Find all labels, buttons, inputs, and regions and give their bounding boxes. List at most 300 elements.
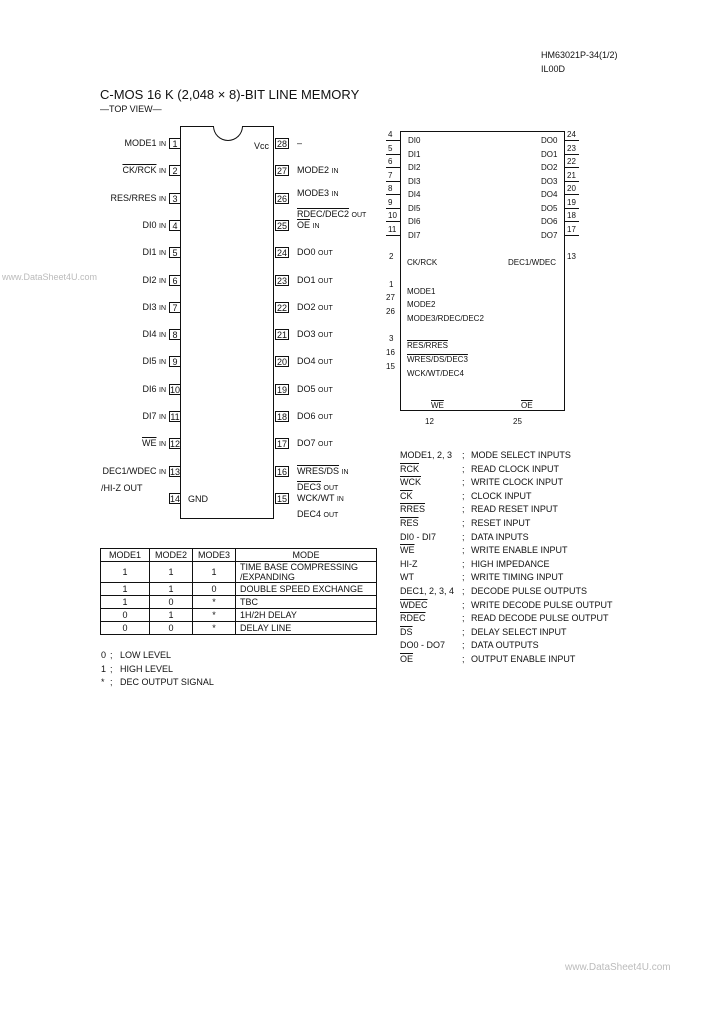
pin-desc-name (400, 491, 413, 501)
pin-name: DO3 (297, 329, 316, 340)
block-wres-num: 16 (386, 348, 395, 357)
pin-desc-sep: ; (462, 531, 465, 542)
pin-name: $\overline{OE}$ (297, 219, 311, 230)
pin-number: 6 (169, 275, 181, 286)
pin-dir: IN (159, 414, 166, 421)
block-pin-label: DO5 (541, 203, 558, 213)
pin-desc-sep: ; (462, 572, 465, 583)
mode-table-cell: 1 (101, 562, 150, 583)
dec4-text: DEC4 (297, 509, 322, 519)
pin-desc-sep: ; (462, 599, 465, 610)
pin-dir: OUT (318, 277, 333, 285)
block-pin-line (386, 181, 400, 182)
block-pin-number: 5 (388, 143, 393, 153)
rdec-label (297, 209, 366, 219)
block-pin-number: 17 (567, 224, 576, 234)
mode-table-cell: 1 (101, 583, 150, 596)
pin-desc-text: DECODE PULSE OUTPUTS (471, 586, 588, 596)
mode-table-cell: TBC (236, 596, 377, 609)
mode-table-row (101, 609, 377, 622)
block-wck: WCK/WT/DEC4 (407, 369, 464, 378)
pin-number: 10 (170, 384, 181, 395)
pin-dir: OUT (318, 414, 333, 421)
block-mode1: MODE1 (407, 287, 436, 296)
pin-name: DI3 (142, 301, 157, 312)
pin-name: DO4 (297, 356, 316, 367)
dec3-label (297, 482, 338, 492)
block-pin-label: DO1 (541, 149, 558, 159)
legend-sep: ; (110, 650, 113, 660)
pin-desc-name (400, 600, 428, 610)
rdec-text: RDEC/DEC2 (297, 209, 350, 219)
pin-label (142, 329, 166, 339)
pin-name: DO7 (297, 438, 316, 449)
pin-name: DI0 (142, 219, 157, 230)
pin-number: 23 (276, 275, 287, 286)
mode-table-row (101, 562, 377, 583)
pin-desc-name (400, 464, 419, 474)
pin-number: 2 (169, 165, 181, 176)
pin-desc-name (400, 477, 421, 487)
block-pin-line (565, 194, 579, 195)
pin-number: 17 (276, 439, 287, 450)
pin-desc-name (400, 613, 426, 623)
block-pin-number: 24 (567, 130, 576, 139)
vcc-label: Vcc (254, 141, 270, 151)
mode-table-cell: 1 (150, 562, 193, 583)
pin-name: WCK/WT (297, 492, 335, 503)
block-pin-number: 10 (388, 211, 397, 220)
mode-table-header-cell: MODE2 (150, 549, 193, 562)
pin-dir: IN (159, 332, 166, 340)
pin-label (142, 275, 166, 285)
pin-label (297, 356, 333, 366)
pin-name: DEC1/WDEC (102, 465, 157, 476)
pin-number: 21 (276, 330, 287, 341)
dec4-dir: OUT (323, 512, 339, 519)
page-title: C-MOS 16 K (2,048 × 8)-BIT LINE MEMORY (100, 87, 360, 102)
pin-desc-name (400, 532, 436, 542)
pin-number: 4 (169, 220, 181, 231)
pin-number: 13 (170, 466, 181, 477)
block-pin-number: 19 (567, 197, 576, 207)
block-mode3: MODE3/RDEC/DEC2 (407, 314, 484, 323)
block-pin-label: DI6 (408, 217, 421, 226)
pin-desc-text: HIGH IMPEDANCE (471, 558, 550, 569)
pin-desc-sep: ; (462, 626, 465, 637)
pin-dir: IN (331, 168, 339, 176)
block-pin-label: DI4 (408, 190, 421, 199)
block-pin-line (565, 154, 579, 155)
pin-label (142, 247, 166, 257)
pin-label-hiz: /HI-Z OUT (101, 483, 143, 493)
pin-label (110, 193, 166, 203)
pin-desc-name-text: $\overline{OE}$ (400, 654, 414, 664)
block-mode1-num: 1 (389, 280, 394, 289)
pin-dir: OUT (318, 304, 333, 312)
pin-dir: IN (159, 141, 166, 148)
legend-text: HIGH LEVEL (120, 663, 174, 674)
pin-desc-name-text: HI-Z (400, 558, 418, 569)
block-pin-label: DI5 (408, 203, 421, 213)
pin-name: DO2 (297, 301, 316, 312)
pin-desc-name (400, 627, 413, 637)
pin-number: 14 (170, 493, 181, 504)
pin-number: 22 (276, 302, 287, 313)
ic-top-edge-right (243, 126, 274, 127)
pin-dir: IN (159, 386, 166, 394)
block-pin-label: DI2 (408, 163, 421, 172)
block-pin-label: DO3 (541, 176, 558, 186)
pin-name: DO5 (297, 383, 316, 394)
pin-desc-name-text: WT (400, 572, 414, 583)
block-we-num: 12 (425, 417, 434, 426)
pin-number: 3 (169, 193, 181, 204)
block-pin-label: DO6 (541, 217, 558, 226)
pin-label (142, 356, 166, 366)
pin-dir: IN (159, 359, 166, 367)
block-pin-number: 4 (388, 130, 393, 139)
pin-desc-text: DELAY SELECT INPUT (471, 626, 567, 637)
pin-desc-sep: ; (462, 518, 465, 528)
pin-label (142, 302, 166, 312)
legend-symbol: * (101, 677, 105, 687)
mode-table-cell: 1 (150, 609, 193, 622)
pin-dir: OUT (318, 359, 333, 367)
pin-name: MODE1 (124, 138, 157, 148)
pin-name: DO1 (297, 274, 316, 285)
pin-label (297, 247, 333, 257)
block-pin-line (386, 235, 400, 236)
block-mode2-num: 27 (386, 293, 395, 302)
pin-desc-name-text: $\overline{RES}$ (400, 518, 419, 528)
pin-dir: IN (159, 250, 166, 258)
mode-table-cell: 0 (150, 622, 193, 635)
block-dec: DEC1/WDEC (508, 258, 557, 267)
pin-name: MODE3 (297, 187, 330, 198)
pin-desc-name (400, 586, 454, 596)
pin-name: DI1 (142, 247, 157, 258)
pin-desc-name-text: DEC1, 2, 3, 4 (400, 586, 455, 596)
block-res-text: RES/RRES (407, 341, 448, 350)
pin-label (122, 165, 166, 175)
block-pin-line (386, 221, 400, 222)
pin-desc-sep: ; (462, 504, 465, 515)
pin-number: 7 (169, 302, 181, 313)
pin-desc-name (400, 572, 414, 582)
pin-desc-text: WRITE ENABLE INPUT (471, 545, 568, 556)
block-pin-label: DO2 (541, 163, 558, 172)
block-we-text: $\overline{WE}$ (431, 401, 444, 410)
pin-desc-name (400, 450, 452, 460)
block-pin-number: 22 (567, 157, 576, 166)
pin-label (142, 384, 166, 394)
block-pin-number: 18 (567, 211, 576, 220)
block-pin-label: DO0 (541, 136, 558, 145)
mode-table-cell: 0 (193, 583, 236, 596)
pin-name: $\overline{WE}$ (141, 438, 157, 449)
block-oe-num: 25 (513, 417, 522, 426)
pin-name: DO6 (297, 411, 316, 421)
pin-desc-name-text: DO0 - DO7 (400, 640, 446, 651)
dec3-text: DEC3 (297, 482, 322, 492)
mode-table-cell: DOUBLE SPEED EXCHANGE (236, 583, 377, 596)
mode-table-cell: 1H/2H DELAY (236, 609, 377, 622)
pin-label (297, 220, 320, 230)
pin-number: 5 (169, 247, 181, 258)
pin-desc-sep: ; (462, 613, 465, 624)
block-ck-text: CK/RCK (407, 258, 438, 267)
pin-name: DI7 (142, 411, 157, 421)
block-pin-line (386, 194, 400, 195)
mode-table-cell: * (193, 609, 236, 622)
pin-desc-name-text: $\overline{DS}$ (400, 626, 413, 637)
block-mode3-num: 26 (386, 307, 395, 316)
mode-table-header-cell: MODE (236, 549, 377, 562)
pin-desc-name-text: $\overline{WCK}$ (400, 477, 421, 488)
mode-table-cell: TIME BASE COMPRESSING /EXPANDING (236, 562, 377, 583)
block-pin-line (565, 167, 579, 168)
pin-number: 25 (276, 220, 287, 231)
pin-desc-name (400, 518, 419, 528)
pin-desc-text: READ CLOCK INPUT (471, 463, 560, 474)
pin-desc-sep: ; (462, 654, 465, 664)
block-pin-label: DI0 (408, 136, 421, 145)
block-pin-line (565, 235, 579, 236)
block-pin-line (386, 154, 400, 155)
watermark-left: www.DataSheet4U.com (2, 272, 98, 282)
block-pin-label: DO7 (541, 230, 558, 240)
block-dec-num: 13 (567, 252, 576, 261)
block-wres (407, 355, 468, 364)
pin-name: DO0 (297, 247, 316, 258)
block-pin-line (565, 221, 579, 222)
pin-number: 19 (276, 384, 287, 395)
block-pin-label: DI1 (408, 149, 421, 159)
dec3-dir: OUT (323, 485, 339, 492)
pin-label (297, 466, 349, 476)
pin-name: DI5 (142, 356, 157, 367)
block-pin-number: 11 (388, 224, 397, 234)
mode-table-header (101, 549, 377, 562)
pin-desc-text: DATA OUTPUTS (471, 640, 539, 651)
pin-label (297, 384, 333, 394)
gnd-label: GND (188, 494, 208, 504)
block-mode2: MODE2 (407, 300, 436, 309)
pin-dir: IN (159, 222, 166, 230)
pin-label: – (297, 138, 303, 148)
block-res (407, 341, 448, 350)
block-pin-line (386, 208, 400, 209)
block-pin-number: 7 (388, 170, 393, 180)
block-wck-num: 15 (386, 362, 395, 371)
mode-table-cell: 0 (101, 622, 150, 635)
pin-number: 16 (276, 466, 287, 477)
ic-body (180, 126, 274, 519)
legend-symbol: 1 (101, 663, 107, 674)
pin-label (142, 438, 166, 448)
pin-dir: IN (159, 304, 166, 312)
pin-desc-name (400, 640, 445, 650)
pin-label (297, 411, 333, 421)
block-pin-line (386, 167, 400, 168)
pin-label (102, 466, 166, 476)
mode-table-cell: 1 (101, 596, 150, 609)
pin-number: 18 (276, 412, 287, 422)
pin-dir: IN (331, 190, 339, 198)
mode-table-header-cell: MODE1 (101, 549, 150, 562)
ic-top-edge-left (180, 126, 213, 127)
legend-sep: ; (110, 677, 113, 687)
pin-desc-name-text: WDEC (400, 599, 428, 610)
pin-desc-text: OUTPUT ENABLE INPUT (471, 654, 576, 664)
pin-desc-name (400, 654, 413, 664)
pin-label (297, 493, 344, 503)
block-oe-text: $\overline{OE}$ (521, 401, 533, 410)
dec4-label (297, 509, 338, 519)
pin-name: DI4 (142, 329, 157, 340)
mode-table-header-cell: MODE3 (193, 549, 236, 562)
pin-number: 27 (276, 166, 287, 177)
pin-label (124, 138, 166, 148)
mode-table-cell: 0 (101, 609, 150, 622)
block-oe (521, 401, 533, 410)
mode-table (100, 548, 377, 635)
block-pin-number: 6 (388, 157, 393, 166)
pin-number: 20 (276, 357, 287, 368)
pin-dir: IN (159, 441, 166, 449)
pin-number: 1 (169, 138, 181, 149)
doc-code: IL00D (541, 64, 566, 74)
pin-label (142, 220, 166, 230)
pin-dir: IN (159, 468, 166, 476)
pin-number: 8 (169, 329, 181, 340)
pin-dir: IN (159, 168, 166, 176)
pin-dir: IN (341, 468, 349, 476)
pin-desc-name-text: $\overline{RCK}$ (400, 463, 420, 474)
pin-name: MODE2 (297, 165, 330, 176)
pin-number: 15 (276, 493, 287, 504)
pin-name: RES/RRES (110, 192, 157, 203)
pin-label (142, 411, 166, 421)
pin-name: DI2 (142, 274, 157, 285)
legend-sep: ; (110, 663, 113, 674)
block-res-num: 3 (389, 334, 394, 343)
block-pin-label: DI7 (408, 230, 421, 240)
pin-desc-sep: ; (462, 558, 465, 569)
pin-desc-sep: ; (462, 463, 465, 474)
mode-table-cell: * (193, 596, 236, 609)
block-wres-text: WRES/DS/DEC3 (407, 355, 468, 364)
block-pin-number: 21 (567, 170, 576, 180)
block-pin-label: DI3 (408, 176, 421, 186)
block-pin-number: 8 (388, 184, 393, 193)
legend-text: DEC OUTPUT SIGNAL (120, 677, 214, 687)
pin-desc-name-text: MODE1, 2, 3 (400, 450, 453, 460)
legend-text: LOW LEVEL (120, 650, 172, 660)
mode-table-row (101, 583, 377, 596)
pin-dir: IN (312, 222, 320, 230)
pin-dir: IN (336, 495, 344, 503)
pin-label (297, 188, 339, 198)
block-pin-number: 23 (567, 143, 576, 153)
pin-number: 11 (170, 412, 180, 422)
pin-desc-sep: ; (462, 490, 465, 501)
rdec-dir: OUT (351, 212, 367, 219)
pin-number: 12 (170, 439, 181, 450)
block-pin-label: DO4 (541, 190, 558, 199)
mode-table-row (101, 622, 377, 635)
watermark-bottom: www.DataSheet4U.com (565, 962, 671, 973)
block-ck (407, 258, 437, 267)
pin-desc-text: WRITE CLOCK INPUT (471, 477, 564, 488)
mode-table-cell: 1 (150, 583, 193, 596)
pin-dir: IN (159, 195, 166, 203)
pin-dir: OUT (318, 250, 333, 258)
block-pin-line (565, 181, 579, 182)
pin-desc-name-text: $\overline{CK}$ (400, 490, 413, 501)
pin-desc-name-text: $\overline{WE}$ (400, 545, 415, 556)
part-number: HM63021P-34(1/2) (541, 50, 618, 60)
pin-desc-sep: ; (462, 586, 465, 596)
pin-desc-sep: ; (462, 545, 465, 556)
block-pin-number: 20 (567, 184, 576, 193)
pin-desc-sep: ; (462, 640, 465, 651)
pin-dir: OUT (318, 332, 333, 340)
mode-table-cell: DELAY LINE (236, 622, 377, 635)
pin-desc-sep: ; (462, 477, 465, 488)
pin-desc-name (400, 545, 415, 555)
pin-label (297, 165, 339, 175)
pin-label (297, 275, 333, 285)
mode-table-cell: 0 (150, 596, 193, 609)
pin-desc-name (400, 504, 425, 514)
pin-number: 26 (276, 193, 287, 204)
pin-desc-sep: ; (462, 450, 465, 460)
mode-table-cell: * (193, 622, 236, 635)
block-pin-line (565, 140, 579, 141)
pin-desc-name-text: RRES (400, 504, 426, 515)
pin-label (297, 329, 333, 339)
pin-name: CK/RCK (122, 165, 157, 176)
top-view-label: —TOP VIEW— (100, 104, 162, 114)
block-pin-number: 9 (388, 197, 393, 207)
legend-symbol: 0 (101, 650, 107, 660)
pin-desc-text: MODE SELECT INPUTS (471, 450, 571, 460)
mode-table-cell: 1 (193, 562, 236, 583)
pin-name: DI6 (142, 383, 157, 394)
pin-desc-text: READ DECODE PULSE OUTPUT (471, 613, 609, 624)
pin-name: WRES/DS (297, 465, 340, 476)
block-pin-line (565, 208, 579, 209)
pin-desc-text: READ RESET INPUT (471, 504, 558, 515)
pin-desc-name (400, 559, 418, 569)
pin-dir: OUT (318, 441, 333, 449)
pin-desc-text: DATA INPUTS (471, 531, 529, 542)
pin-number: 28 (276, 139, 287, 149)
block-ck-num: 2 (389, 252, 394, 261)
pin-dir: IN (159, 277, 166, 285)
pin-label (297, 302, 333, 312)
pin-desc-text: CLOCK INPUT (471, 490, 532, 501)
pin-desc-name-text: DI0 - DI7 (400, 531, 437, 542)
pin-desc-text: RESET INPUT (471, 518, 531, 528)
pin-desc-text: WRITE DECODE PULSE OUTPUT (471, 599, 613, 610)
block-pin-line (386, 140, 400, 141)
pin-label (297, 438, 333, 448)
mode-table-row (101, 596, 377, 609)
block-we (431, 401, 444, 410)
